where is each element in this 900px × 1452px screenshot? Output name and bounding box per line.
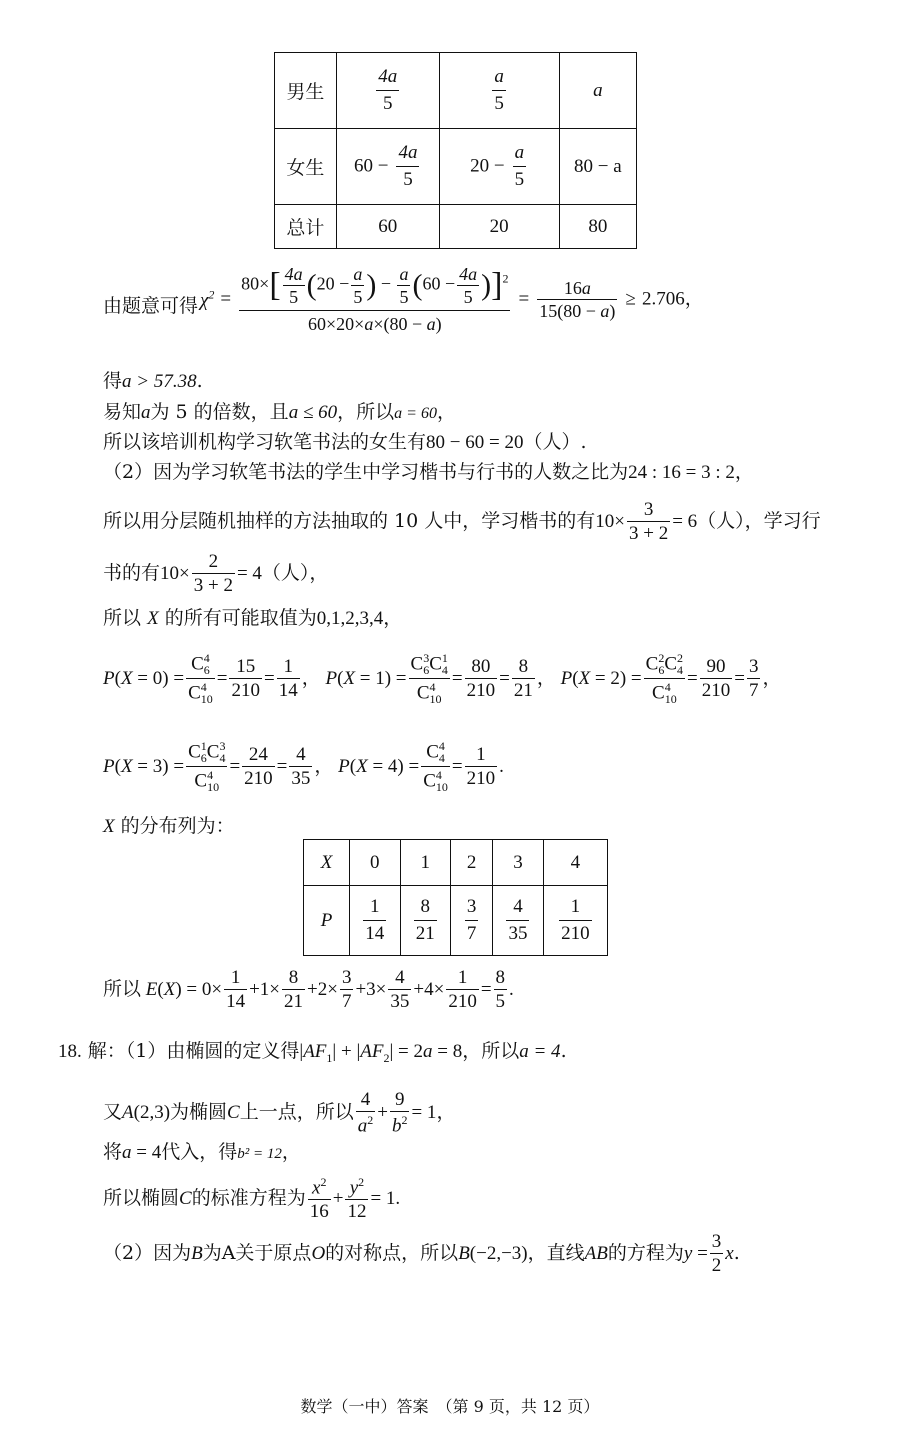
row-label-total: 总计 <box>275 205 337 249</box>
text-line: 书的有10× $\frac{2}{3 + 2}$ = 4（人）， <box>103 551 329 596</box>
probability-formulas-1: P(X = 0) = $\frac{C^4_6}{C^4_{10}}$ = $\frac{15}{210}$ = $\frac{1}{14}$ ， P(X = 1) = $\frac{C^3_6C^1_4}{C^4_{10}}$ = $\frac{80}{210}$ = $\frac{8}{21}$ ， P(X = 2) = $\frac{C^2_6C^2_4}{C^4_{10}}$ = $\frac{90}{210}$ = $\frac{3}{7}$ ， <box>103 651 782 707</box>
cell: a <box>559 53 636 129</box>
text-line: X 的分布列为： <box>103 815 235 837</box>
x-value: 2 <box>450 840 492 886</box>
p-value: $\frac{1}{14}$ <box>350 886 400 956</box>
cell: $\frac{a}{5}$ <box>439 53 559 129</box>
text-line: （2）因为学习软笔书法的学生中学习楷书与行书的人数之比为24 : 16 = 3 : 2， <box>103 461 754 483</box>
x-value: 1 <box>400 840 450 886</box>
question-18-line3: 将a = 4代入，得b² = 12， <box>103 1141 301 1163</box>
row-label-male: 男生 <box>275 53 337 129</box>
question-18-part2: （2）因为B为A关于原点O的对称点，所以B(−2,−3)，直线AB的方程为y = $\frac{3}{2}$ x. <box>103 1231 740 1276</box>
x-value: 3 <box>493 840 543 886</box>
p-value: $\frac{8}{21}$ <box>400 886 450 956</box>
p-value: $\frac{3}{7}$ <box>450 886 492 956</box>
x-value: 4 <box>543 840 607 886</box>
text-line: 所以该培训机构学习软笔书法的女生有80 − 60 = 20（人）. <box>103 431 587 453</box>
cell: $\frac{4a}{5}$ <box>336 53 439 129</box>
expectation-formula: 所以 E(X) = 0× $\frac{1}{14}$ +1× $\frac{8}{21}$ +2× $\frac{3}{7}$ +3× $\frac{4}{35}$ +4× $\frac{1}{210}$ = $\frac{8}{5}$ . <box>103 967 514 1012</box>
probability-formulas-2: P(X = 3) = $\frac{C^1_6C^3_4}{C^4_{10}}$ = $\frac{24}{210}$ = $\frac{4}{35}$ ， P(X = 4) = $\frac{C^4_4}{C^4_{10}}$ = $\frac{1}{210}$ . <box>103 739 504 795</box>
p-value: $\frac{1}{210}$ <box>543 886 607 956</box>
text-line: 所以 X 的所有可能取值为0,1,2,3,4， <box>103 607 403 629</box>
row-label-female: 女生 <box>275 129 337 205</box>
cell: 60 − $\frac{4a}{5}$ <box>336 129 439 205</box>
x-value: 0 <box>350 840 400 886</box>
page-footer: 数学（一中）答案 （第 9 页，共 12 页） <box>300 1397 600 1416</box>
question-18-line2: 又A(2,3)为椭圆C上一点，所以 $\frac{4}{a^2}$ + $\frac{9}{b^2}$ = 1， <box>103 1089 456 1137</box>
question-18-line1: 18. 解：（1）由椭圆的定义得$|AF_1| + |AF_2| = 2a = 8$，所以a = 4. <box>58 1040 567 1065</box>
contingency-table <box>274 52 637 249</box>
question-18-line4: 所以椭圆C的标准方程为 $\frac{x^2}{16}$ + $\frac{y^2}{12}$ = 1. <box>103 1175 401 1223</box>
cell: 20 − $\frac{a}{5}$ <box>439 129 559 205</box>
chi-result: 2.706 <box>641 288 685 310</box>
chi-square-formula: $\chi^2$ = 80×[ $\frac{4a}{5}$ (20 − $\frac{a}{5}$ ) − $\frac{a}{5}$ (60 − $\frac{4a}{5}$ )]$^2$ 60×20×a×(80 − a) = $\frac{16a}{15(80 - a)}$ ≥ 2.706， <box>200 264 704 334</box>
distribution-table <box>303 839 608 956</box>
text-line: 易知a为 5 的倍数，且a ≤ 60，所以a = 60， <box>103 401 456 423</box>
text-line: 所以用分层随机抽样的方法抽取的 10 人中，学习楷书的有10× $\frac{3}{3 + 2}$ = 6（人），学习行 <box>103 499 821 544</box>
cell: 80 − a <box>559 129 636 205</box>
cell: 80 <box>559 205 636 249</box>
x-label: X <box>304 840 350 886</box>
p-value: $\frac{4}{35}$ <box>493 886 543 956</box>
chi-intro: 由题意可得 <box>103 295 199 317</box>
p-label: P <box>304 886 350 956</box>
cell: 20 <box>439 205 559 249</box>
text-line: 得a > 57.38. <box>103 370 203 392</box>
cell: 60 <box>336 205 439 249</box>
